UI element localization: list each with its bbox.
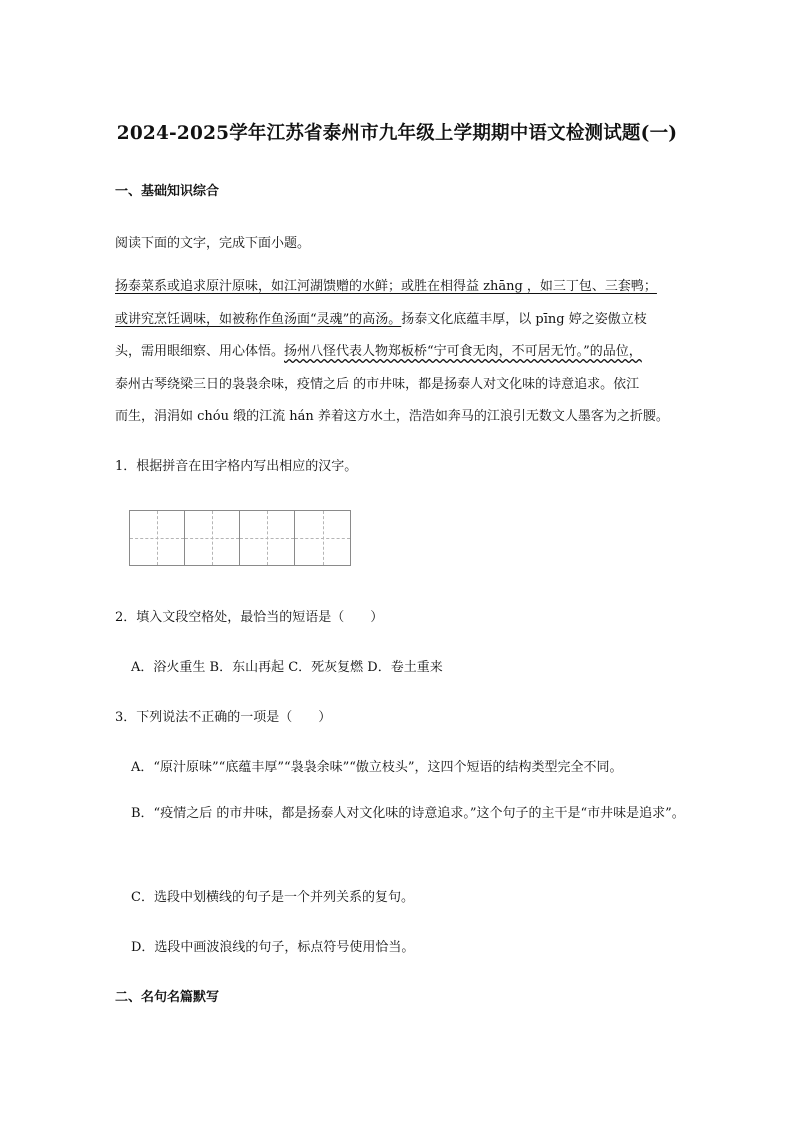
passage-line-5: 而生，涓涓如 chóu 缎的江流 hán 养着这方水土，浩浩如奔马的江浪引无数文人墨客为之折腰。 (115, 409, 669, 424)
tianzige-cell-3[interactable] (240, 511, 295, 565)
question-2-options: A．浴火重生 B．东山再起 C．死灰复燃 D．卷土重来 (131, 660, 443, 675)
reading-passage (115, 271, 700, 434)
question-3-option-b: B．“疫情之后 的市井味，都是扬泰人对文化味的诗意追求。”这个句子的主干是“市井味是追求”。 (131, 806, 685, 821)
passage-line-3-start: 头，需用眼细察、用心体悟。 (115, 344, 285, 359)
passage-line-4: 泰州古琴绕梁三日的袅袅余味，疫情之后 的市井味，都是扬泰人对文化味的诗意追求。依江 (115, 376, 640, 392)
section-heading-1: 一、基础知识综合 (115, 184, 220, 199)
reading-instruction: 阅读下面的文字，完成下面小题。 (115, 236, 311, 251)
passage-line-2-underlined: 或讲究烹饪调味，如被称作鱼汤面“灵魂”的高汤。 (115, 311, 402, 327)
passage-line-3-wavy: 扬州八怪代表人物郑板桥“宁可食无肉，不可居无竹。”的品位， (284, 344, 642, 359)
tianzige-cell-1[interactable] (130, 511, 185, 565)
page-title: 2024-2025学年江苏省泰州市九年级上学期期中语文检测试题(一) (116, 123, 678, 144)
question-1: 1．根据拼音在田字格内写出相应的汉字。 (115, 459, 358, 474)
question-3: 3．下列说法不正确的一项是（ ） (115, 710, 332, 725)
tianzige-cell-2[interactable] (185, 511, 240, 565)
tianzige-cell-4[interactable] (295, 511, 350, 565)
section-heading-2: 二、名句名篇默写 (115, 990, 220, 1005)
question-2: 2．填入文段空格处，最恰当的短语是（ ） (115, 610, 384, 625)
question-3-option-a: A．“原汁原味”“底蕴丰厚”“袅袅余味”“傲立枝头”，这四个短语的结构类型完全不同。 (131, 760, 623, 775)
passage-line-2-rest: 扬泰文化底蕴丰厚，以 pīng 婷之姿傲立枝 (401, 311, 647, 327)
question-3-option-c: C．选段中划横线的句子是一个并列关系的复句。 (131, 890, 414, 905)
passage-line-1: 扬泰菜系或追求原汁原味，如江河湖馈赠的水鲜；或胜在相得益 zhāng ，如三丁包、三套鸭； (115, 279, 657, 294)
question-3-option-d: D．选段中画波浪线的句子，标点符号使用恰当。 (131, 940, 415, 955)
tianzige-grid[interactable] (129, 510, 351, 566)
